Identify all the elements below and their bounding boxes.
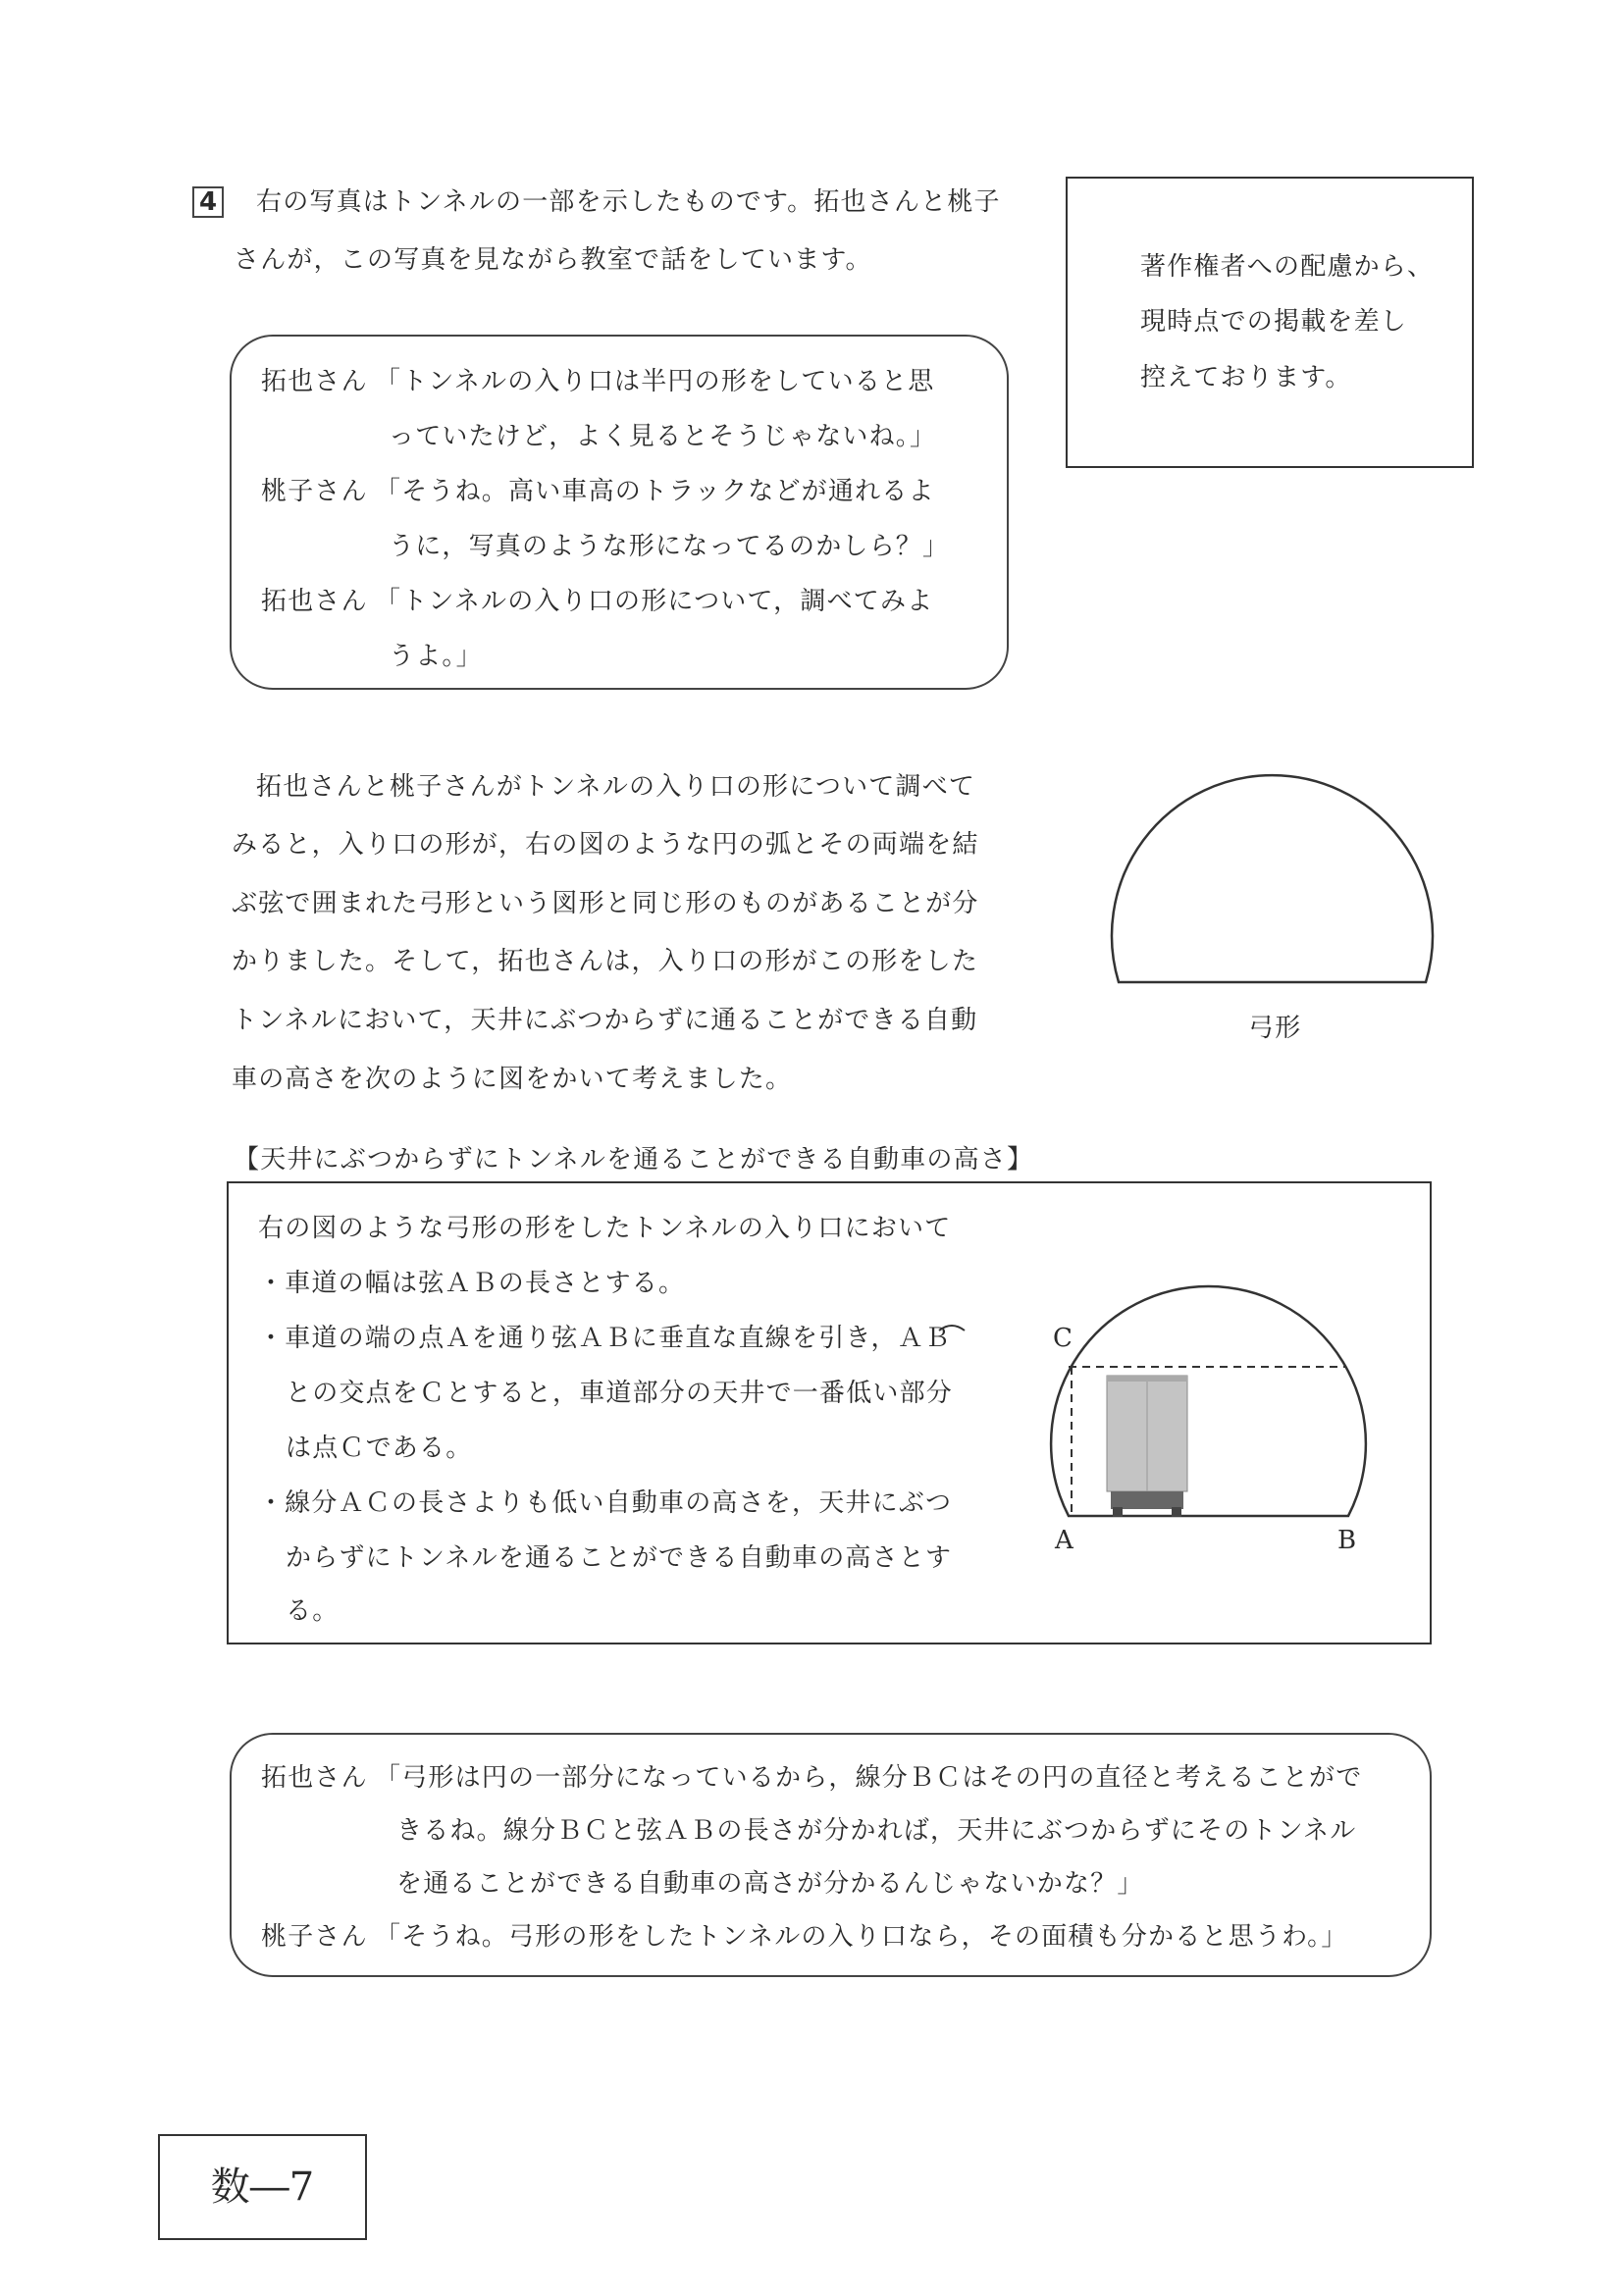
method-line: る。: [286, 1596, 340, 1626]
method-line: との交点をＣとすると，車道部分の天井で一番低い部分: [286, 1379, 954, 1408]
dialog-box-2: [230, 1733, 1432, 1977]
copyright-notice-box: [1066, 177, 1474, 468]
label-b: B: [1337, 1526, 1358, 1555]
speech-line: 「弓形は円の一部分になっているから，線分ＢＣはその円の直径と考えることがで: [375, 1763, 1363, 1793]
segment-shape: [1112, 775, 1433, 982]
copyright-line: 著作権者への配慮から、: [1140, 252, 1435, 282]
speech-line: うに，写真のような形になってるのかしら？」: [389, 532, 950, 561]
method-heading: 【天井にぶつからずにトンネルを通ることができる自動車の高さ】: [234, 1145, 1034, 1174]
speech-line: 「そうね。高い車高のトラックなどが通れるよ: [375, 477, 935, 506]
speech-line: きるね。線分ＢＣと弦ＡＢの長さが分かれば，天井にぶつからずにそのトンネル: [396, 1816, 1357, 1846]
method-line: ・車道の幅は弦ＡＢの長さとする。: [258, 1269, 686, 1298]
page-number: 数―7: [158, 2134, 367, 2240]
speaker: 桃子さん: [261, 477, 368, 506]
dialog-box-1: [230, 335, 1009, 690]
segment-caption: 弓形: [1248, 1014, 1302, 1043]
paragraph-line: トンネルにおいて，天井にぶつからずに通ることができる自動: [232, 1006, 978, 1035]
speaker: 拓也さん: [261, 587, 368, 616]
speech-line: 「そうね。弓形の形をしたトンネルの入り口なら，その面積も分かると思うわ。」: [375, 1922, 1348, 1952]
method-line: ・線分ＡＣの長さよりも低い自動車の高さを，天井にぶつ: [258, 1488, 953, 1518]
speech-line: うよ。」: [389, 642, 483, 671]
copyright-line: 控えております。: [1140, 363, 1352, 392]
question-number: 4: [192, 186, 224, 218]
paragraph-line: 拓也さんと桃子さんがトンネルの入り口の形について調べて: [256, 772, 976, 802]
speech-line: 「トンネルの入り口の形について，調べてみよ: [375, 587, 934, 616]
speaker: 桃子さん: [261, 1922, 368, 1952]
paragraph-line: かりました。そして，拓也さんは，入り口の形がこの形をした: [232, 947, 979, 976]
intro-line: さんが，この写真を見ながら教室で話をしています。: [234, 245, 872, 275]
method-box: [227, 1181, 1432, 1644]
speech-line: っていたけど，よく見るとそうじゃないね。」: [389, 422, 937, 451]
method-line: ・車道の端の点Ａを通り弦ＡＢに垂直な直線を引き，ＡＢ: [258, 1324, 952, 1353]
copyright-line: 現時点での掲載を差し: [1140, 307, 1408, 337]
paragraph-line: 車の高さを次のように図をかいて考えました。: [232, 1065, 793, 1094]
method-line: 右の図のような弓形の形をしたトンネルの入り口において: [258, 1214, 952, 1243]
method-line: からずにトンネルを通ることができる自動車の高さとす: [286, 1543, 953, 1573]
paragraph-line: みると，入り口の形が，右の図のような円の弧とその両端を結: [232, 830, 979, 860]
speaker: 拓也さん: [261, 367, 368, 396]
label-c: C: [1053, 1324, 1074, 1353]
intro-line: 右の写真はトンネルの一部を示したものです。拓也さんと桃子: [256, 187, 1001, 217]
label-a: A: [1055, 1526, 1074, 1555]
method-line: は点Ｃである。: [286, 1434, 473, 1463]
speech-line: を通ることができる自動車の高さが分かるんじゃないかな？」: [396, 1869, 1144, 1899]
speaker: 拓也さん: [261, 1763, 368, 1793]
paragraph-line: ぶ弦で囲まれた弓形という図形と同じ形のものがあることが分: [232, 889, 979, 918]
speech-line: 「トンネルの入り口は半円の形をしていると思: [375, 367, 935, 396]
